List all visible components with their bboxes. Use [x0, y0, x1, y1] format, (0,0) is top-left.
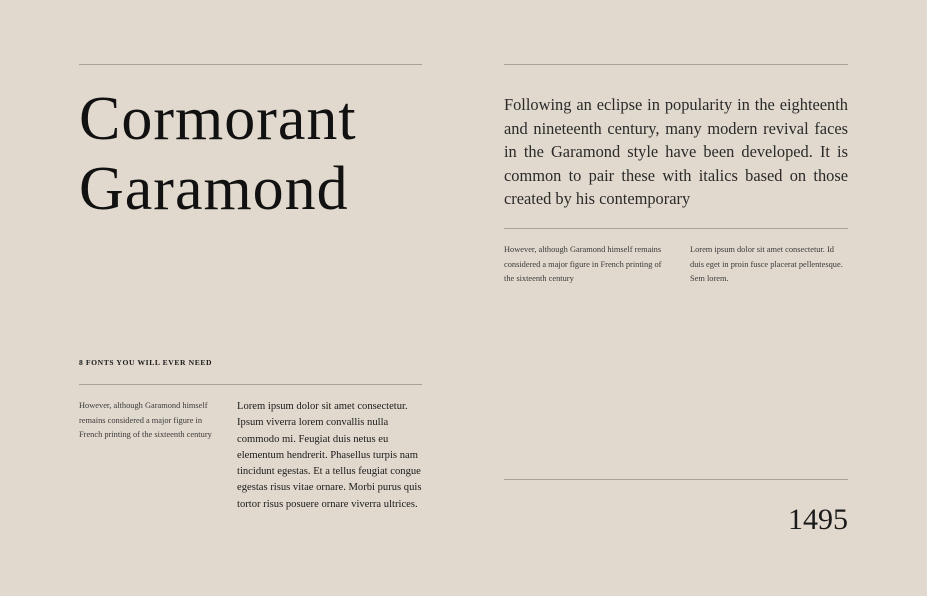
right-lower-divider [504, 479, 848, 480]
top-left-divider [79, 64, 422, 65]
upper-note-left: However, although Garamond himself remains considered a major figure in French printing of the sixteenth century [504, 245, 662, 283]
section-kicker: 8 FONTS YOU WILL EVER NEED [79, 358, 213, 367]
right-mid-divider [504, 228, 848, 229]
year-label: 1495 [788, 503, 848, 536]
left-lower-divider [79, 384, 422, 385]
top-right-divider [504, 64, 848, 65]
font-title-line-2: Garamond [79, 155, 349, 223]
body-paragraph: Lorem ipsum dolor sit amet consectetur. Ipsum viverra lorem convallis nulla commodo mi. Feugiat duis netus eu elementum hendrerit. Phasellus turpis nam tincidunt egestas. Et a tellus feugiat congue egestas risus vitae ornare. Morbi purus quis tortor risus posuere ornare viverra ultrices. [237, 401, 422, 510]
upper-note-right: Lorem ipsum dolor sit amet consectetur. Id duis eget in proin fusce placerat pellentesque. Sem lorem. [690, 245, 843, 283]
font-title [79, 84, 439, 224]
lower-note: However, although Garamond himself remains considered a major figure in French printing of the sixteenth century [79, 401, 212, 439]
lead-paragraph: Following an eclipse in popularity in the eighteenth and nineteenth century, many modern revival faces in the Garamond style have been developed. It is common to pair these with italics based on those created by his contemporary [504, 95, 848, 208]
font-title-line-1: Cormorant [79, 85, 357, 153]
